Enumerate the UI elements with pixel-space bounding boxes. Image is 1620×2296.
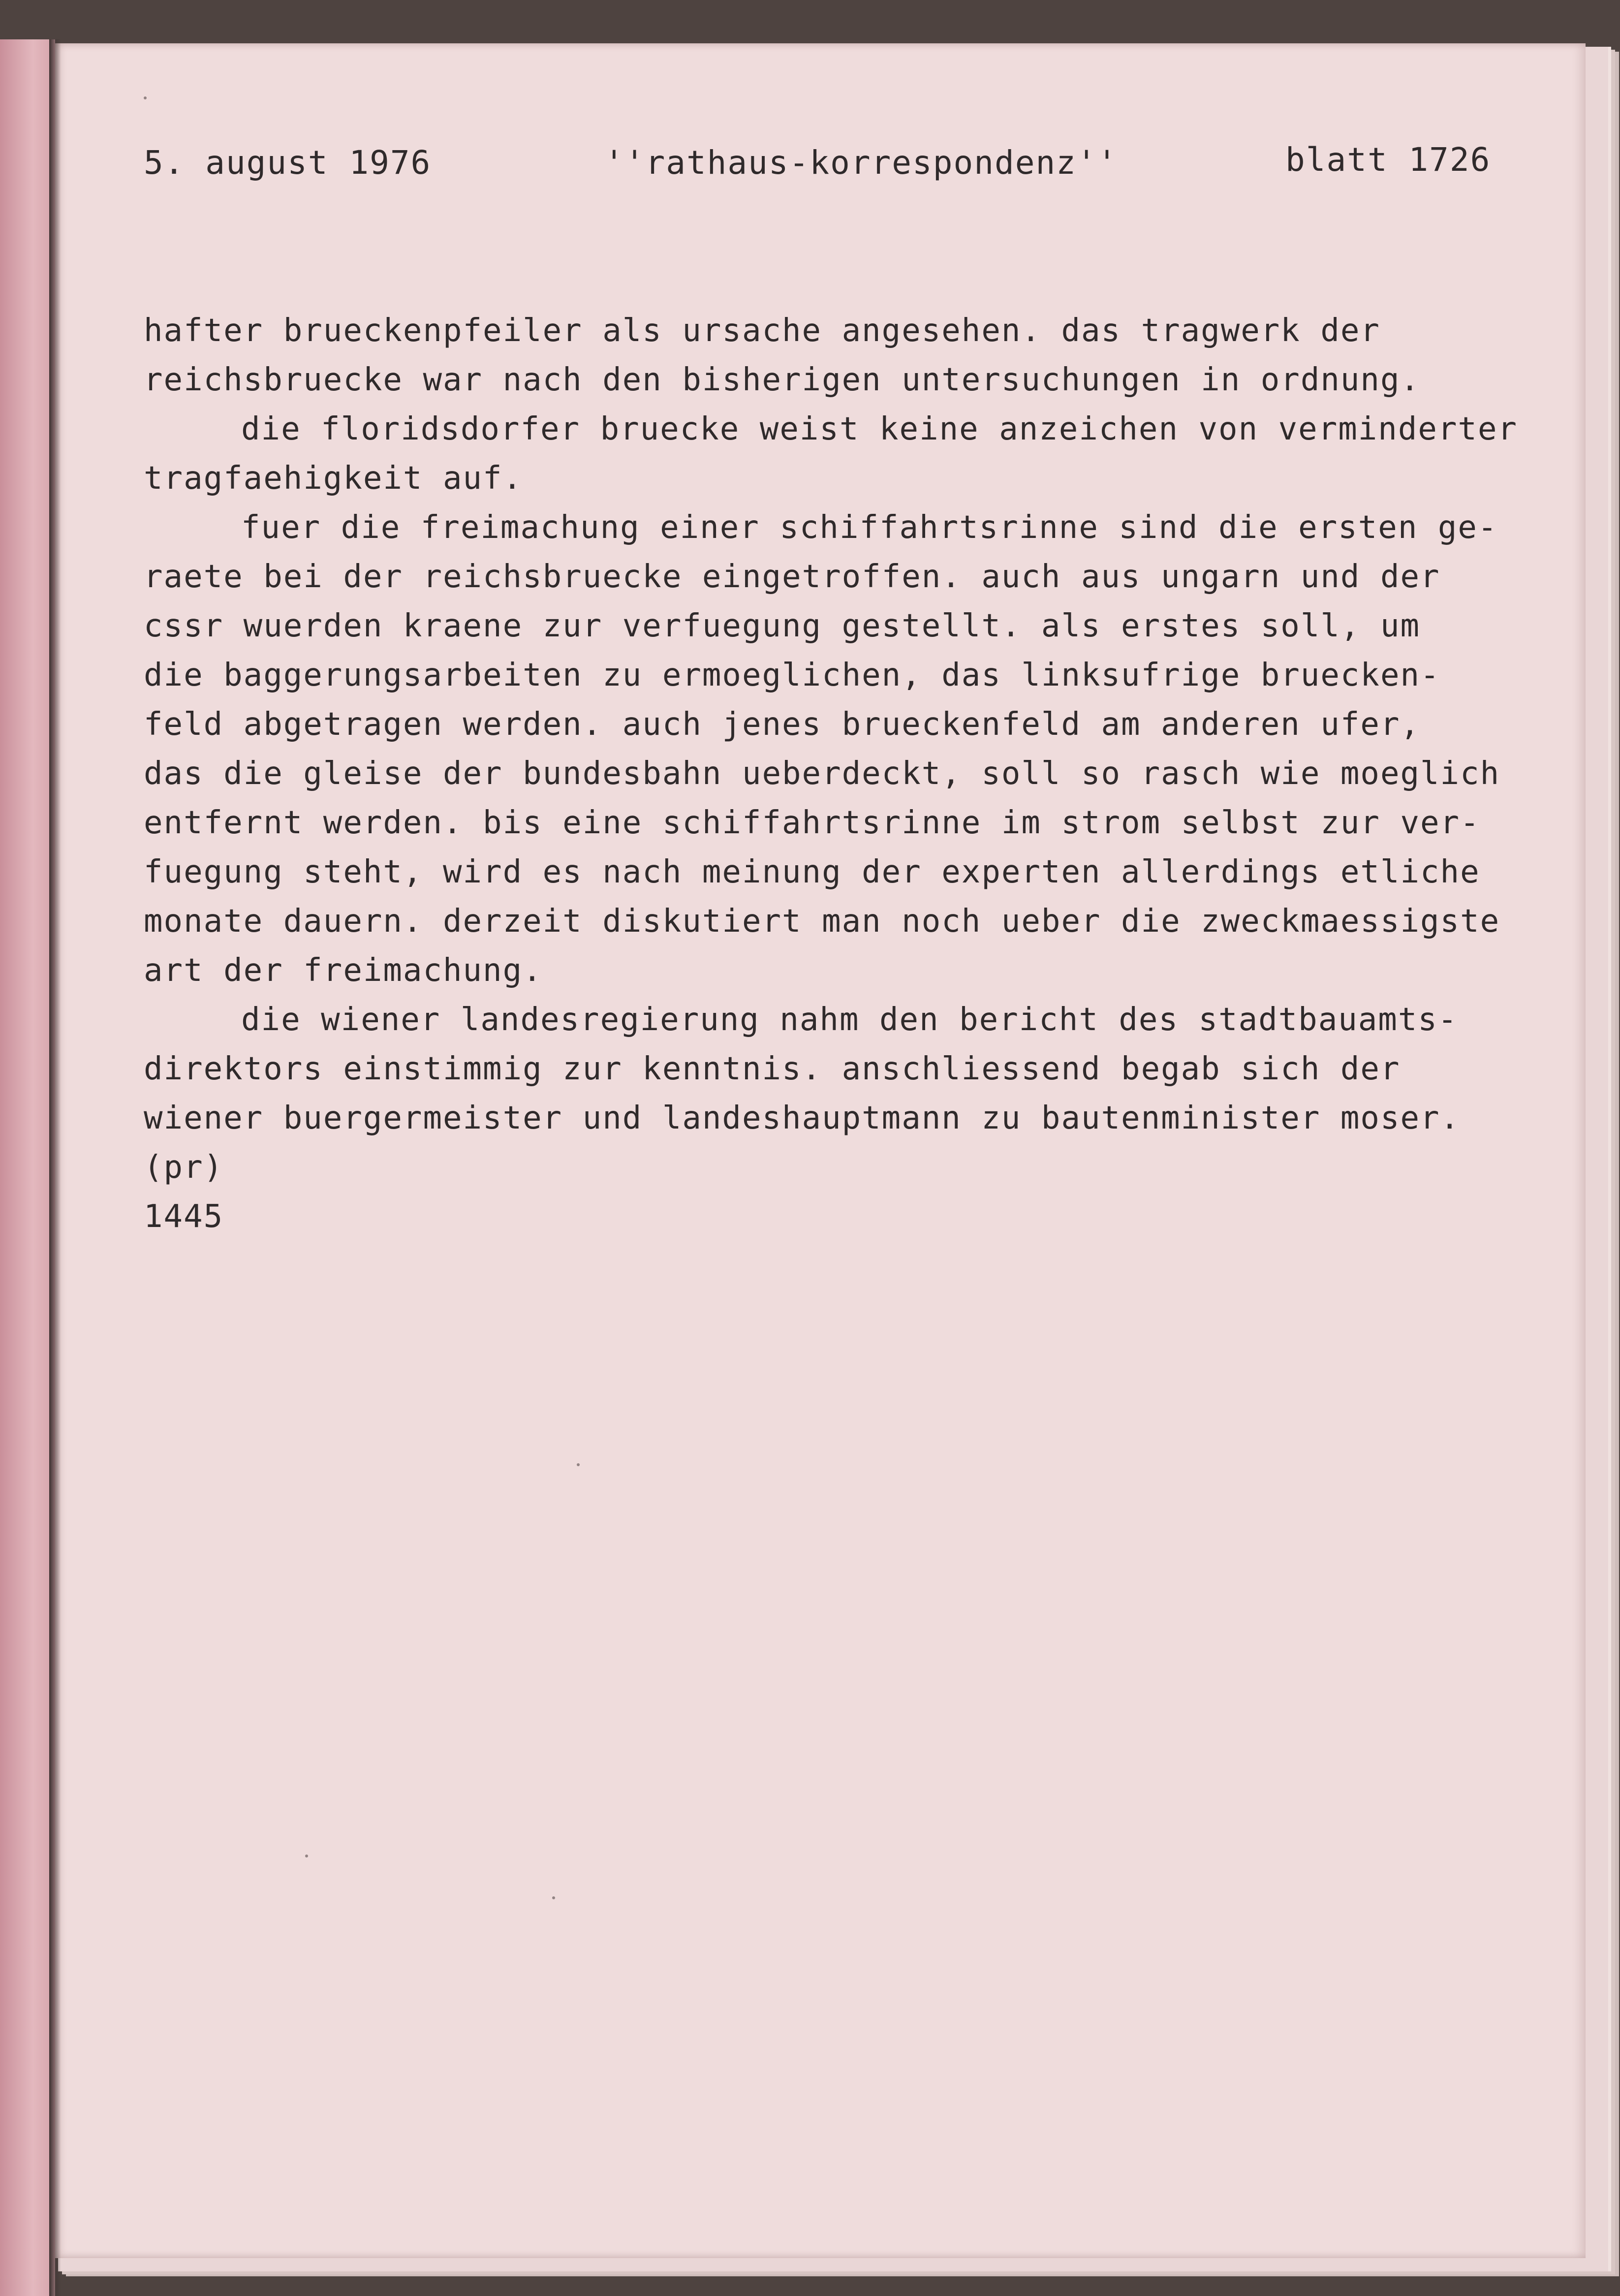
body-line: wiener buergermeister und landeshauptmann zu bautenminister moser. (144, 1100, 1461, 1136)
header-title: ''rathaus-korrespondenz'' (604, 144, 1118, 182)
paper-speck (144, 96, 147, 99)
binding-gutter (49, 39, 61, 2296)
body-line: die baggerungsarbeiten zu ermoeglichen, das linksufrige bruecken- (144, 657, 1440, 693)
paper-speck (305, 1855, 308, 1857)
header-sheet-number: blatt 1726 (1285, 141, 1491, 179)
body-text (144, 306, 1518, 1241)
body-line: cssr wuerden kraene zur verfuegung gestellt. als erstes soll, um (144, 608, 1420, 644)
header-date: 5. august 1976 (144, 144, 432, 182)
facing-page-edge (0, 39, 55, 2296)
body-line: tragfaehigkeit auf. (144, 460, 523, 497)
body-line: hafter brueckenpfeiler als ursache angesehen. das tragwerk der (144, 313, 1380, 349)
body-line: reichsbruecke war nach den bisherigen untersuchungen in ordnung. (144, 362, 1420, 398)
body-line: raete bei der reichsbruecke eingetroffen. auch aus ungarn und der (144, 559, 1440, 595)
paper-speck (552, 1896, 555, 1899)
body-line: fuer die freimachung einer schiffahrtsrinne sind die ersten ge- (241, 509, 1498, 546)
body-line: das die gleise der bundesbahn ueberdeckt, soll so rasch wie moeglich (144, 755, 1500, 792)
body-line: feld abgetragen werden. auch jenes brueckenfeld am anderen ufer, (144, 706, 1420, 743)
body-line: fuegung steht, wird es nach meinung der experten allerdings etliche (144, 854, 1480, 890)
body-line: (pr) (144, 1149, 224, 1186)
body-line: art der freimachung. (144, 952, 543, 989)
body-line: 1445 (144, 1198, 224, 1235)
body-line: entfernt werden. bis eine schiffahrtsrinne im strom selbst zur ver- (144, 805, 1480, 841)
body-line: die floridsdorfer bruecke weist keine anzeichen von verminderter (241, 411, 1518, 447)
body-line: monate dauern. derzeit diskutiert man noch ueber die zweckmaessigste (144, 903, 1500, 940)
body-line: die wiener landesregierung nahm den bericht des stadtbauamts- (241, 1002, 1458, 1038)
body-line: direktors einstimmig zur kenntnis. anschliessend begab sich der (144, 1051, 1401, 1087)
paper-speck (577, 1463, 580, 1466)
